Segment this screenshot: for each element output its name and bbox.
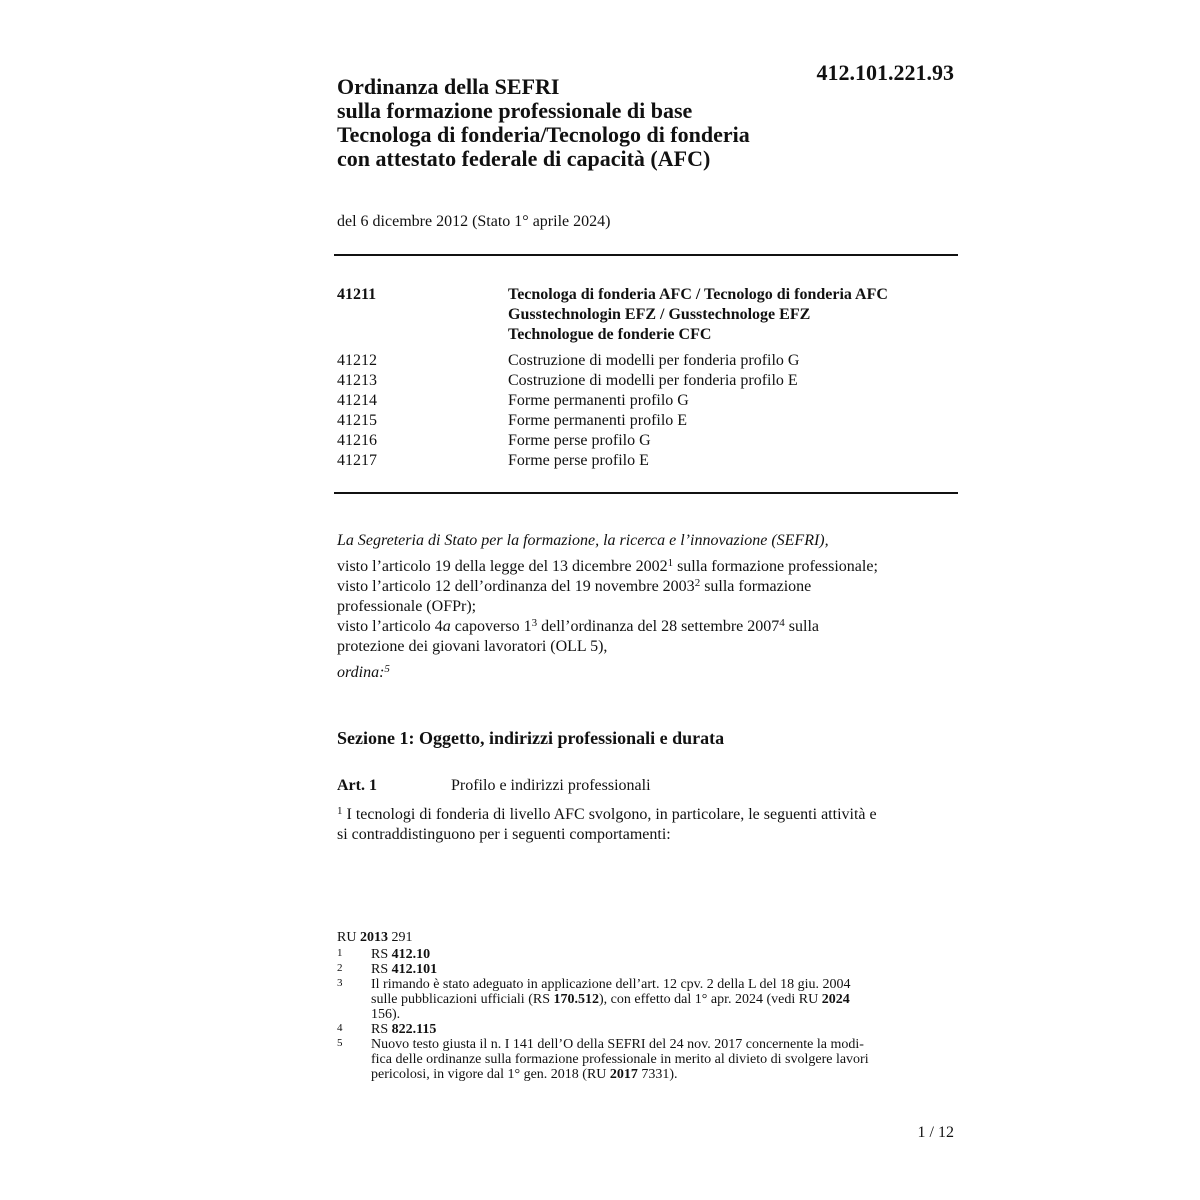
footnote-line: fica delle ordinanze sulla formazione professionale in merito al divieto di svolgere lavori [371, 1052, 869, 1067]
code-number: 41215 [337, 412, 377, 429]
issuing-authority: La Segreteria di Stato per la formazione, la ricerca e l’innovazione (SEFRI), [337, 532, 829, 549]
footnote-prefix: RS [371, 947, 392, 962]
preamble-line [337, 617, 967, 637]
footnote-text [371, 947, 430, 962]
ordina-line [337, 663, 967, 683]
code-row [337, 351, 958, 371]
code-row [337, 411, 958, 431]
main-code-name: Technologue de fonderie CFC [508, 326, 712, 343]
ordinance-title [337, 75, 750, 171]
footnote-ref[interactable]: 3 [531, 617, 538, 629]
code-number: 41212 [337, 352, 377, 369]
code-label: Costruzione di modelli per fonderia profilo G [508, 352, 800, 369]
preamble-line: protezione dei giovani lavoratori (OLL 5), [337, 638, 608, 655]
preamble-text: sulla formazione professionale; [673, 558, 878, 575]
preamble-text: visto l’articolo 19 della legge del 13 dicembre 2002 [337, 558, 668, 575]
footnote-link[interactable]: 2024 [821, 992, 850, 1007]
main-code-row [337, 285, 958, 345]
bottom-divider [334, 492, 958, 494]
top-divider [334, 254, 958, 256]
footnote-ref[interactable]: 5 [384, 663, 390, 675]
section-heading: Sezione 1: Oggetto, indirizzi professionali e durata [337, 728, 725, 748]
code-number: 41214 [337, 392, 377, 409]
footnote [337, 1022, 958, 1037]
title-line: sulla formazione professionale di base [337, 98, 693, 123]
title-line: Tecnologa di fonderia/Tecnologo di fonderia [337, 122, 750, 147]
footnote [337, 977, 958, 1022]
article-text: I tecnologi di fonderia di livello AFC svolgono, in particolare, le seguenti attività e [342, 806, 877, 823]
preamble-text: visto l’articolo 4 [337, 618, 443, 635]
preamble-text: dell’ordinanza del 28 settembre 2007 [537, 618, 780, 635]
footnote [337, 947, 958, 962]
preamble [337, 531, 967, 683]
article-number: Art. 1 [337, 777, 377, 794]
document-page [337, 0, 958, 1200]
code-label: Forme permanenti profilo G [508, 392, 689, 409]
code-label: Forme permanenti profilo E [508, 412, 688, 429]
code-number: 41213 [337, 372, 377, 389]
footnote-number: 3 [337, 977, 343, 989]
footnotes [337, 930, 958, 1082]
footnote-link[interactable]: 822.115 [391, 1022, 437, 1037]
code-label: Forme perse profilo G [508, 432, 651, 449]
footnote-ref[interactable]: 4 [779, 617, 785, 629]
footnote-number: 5 [337, 1037, 343, 1049]
footnote-part: sulle pubblicazioni ufficiali (RS [371, 992, 554, 1007]
footnote-part: pericolosi, in vigore dal 1° gen. 2018 (RU [371, 1067, 610, 1082]
footnote-text [371, 1037, 869, 1082]
preamble-text: sulla formazione [700, 578, 812, 595]
title-line: Ordinanza della SEFRI [337, 74, 560, 99]
ru-reference [337, 930, 958, 945]
article-line: si contraddistinguono per i seguenti comportamenti: [337, 826, 671, 843]
preamble-line [337, 577, 967, 597]
main-code-name: Gusstechnologin EFZ / Gusstechnologe EFZ [508, 306, 811, 323]
footnote-link[interactable]: 412.10 [391, 947, 431, 962]
footnote-part: 7331). [637, 1067, 678, 1082]
code-label: Costruzione di modelli per fonderia profilo E [508, 372, 798, 389]
code-label: Forme perse profilo E [508, 452, 649, 469]
footnote-prefix: RS [371, 962, 392, 977]
page-number: 1 / 12 [917, 1124, 954, 1141]
preamble-line [337, 557, 967, 577]
occupation-code-table [337, 285, 958, 471]
ru-page: 291 [387, 930, 413, 945]
article-title: Profilo e indirizzi professionali [451, 777, 651, 794]
main-code: 41211 [337, 286, 377, 303]
footnote-line [371, 992, 850, 1007]
code-row [337, 391, 958, 411]
footnote-text [371, 962, 437, 977]
ru-year: 2013 [359, 930, 388, 945]
footnote-ref[interactable]: 1 [667, 557, 674, 569]
title-line: con attestato federale di capacità (AFC) [337, 146, 711, 171]
footnote-line [371, 1067, 869, 1082]
paragraph-number: 1 [337, 805, 343, 817]
date-status-line: del 6 dicembre 2012 (Stato 1° aprile 2024) [337, 213, 611, 230]
footnote-link[interactable]: 170.512 [553, 992, 599, 1007]
footnote-ref[interactable]: 2 [694, 577, 701, 589]
code-row [337, 451, 958, 471]
footnote [337, 962, 958, 977]
main-code-name: Tecnologa di fonderia AFC / Tecnologo di fonderia AFC [508, 286, 888, 303]
footnote-line: Il rimando è stato adeguato in applicazione dell’art. 12 cpv. 2 della L del 18 giu. 2004 [371, 977, 851, 992]
article-paragraph [337, 805, 967, 845]
footnote-prefix: RS [371, 1022, 392, 1037]
code-number: 41216 [337, 432, 377, 449]
footnote-link[interactable]: 2017 [609, 1067, 638, 1082]
preamble-text: capoverso 1 [450, 618, 532, 635]
code-number: 41217 [337, 452, 377, 469]
footnote-number: 2 [337, 962, 343, 974]
code-row [337, 371, 958, 391]
article-line [337, 805, 967, 825]
sr-number: 412.101.221.93 [816, 60, 954, 85]
footnote-line: 156). [371, 1007, 401, 1022]
footnote-line: Nuovo testo giusta il n. I 141 dell’O della SEFRI del 24 nov. 2017 concernente la modi- [371, 1037, 864, 1052]
ordina-text: ordina: [337, 664, 385, 681]
preamble-italic-letter: a [442, 618, 451, 635]
preamble-line: professionale (OFPr); [337, 598, 477, 615]
preamble-text: sulla [784, 618, 819, 635]
footnote-number: 4 [337, 1022, 343, 1034]
footnote-number: 1 [337, 947, 343, 959]
footnote-text [371, 1022, 436, 1037]
ru-prefix: RU [337, 930, 360, 945]
preamble-text: visto l’articolo 12 dell’ordinanza del 19 novembre 2003 [337, 578, 695, 595]
article-heading [337, 777, 651, 795]
footnote-text [371, 977, 850, 1022]
footnote-link[interactable]: 412.101 [391, 962, 438, 977]
footnote-part: ), con effetto dal 1° apr. 2024 (vedi RU [599, 992, 822, 1007]
code-row [337, 431, 958, 451]
footnote [337, 1037, 958, 1082]
main-code-names [508, 285, 888, 345]
